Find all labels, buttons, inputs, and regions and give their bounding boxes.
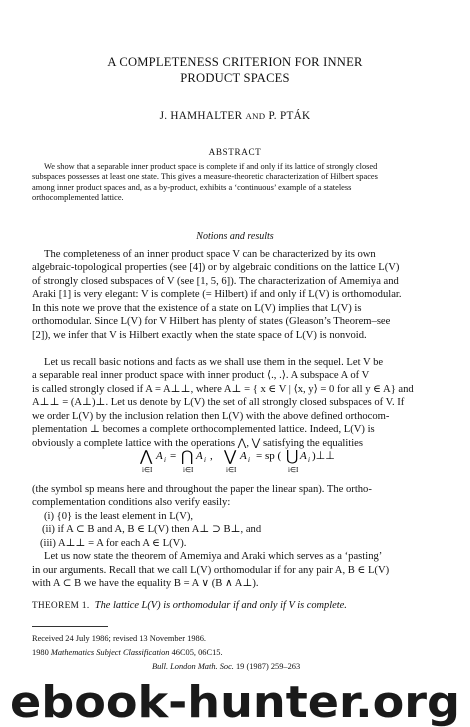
meet-index: i∈I bbox=[142, 466, 153, 474]
abstract-line: subspaces possesses at least one state. This gives a measure-theoretic characterization of Hilbert spaces bbox=[32, 172, 378, 182]
abstract-line: orthocomplemented lattice. bbox=[32, 193, 124, 203]
abstract-line: We show that a separable inner product space is complete if and only if its lattice of strongly closed bbox=[44, 162, 378, 171]
theorem-statement: The lattice L(V) is orthomodular if and only if V is complete. bbox=[94, 600, 347, 611]
intersect-term: A bbox=[196, 450, 203, 462]
big-meet-symbol: ⋀ bbox=[140, 449, 153, 465]
body-line: In this note we prove that the existence of a state on L(V) implies that L(V) is bbox=[32, 302, 362, 314]
meet-term: A bbox=[156, 450, 163, 462]
body-line: in our arguments. Recall that we call L(V) orthomodular if for any pair A, B ∈ L(V) bbox=[32, 564, 390, 576]
section-title: Notions and results bbox=[196, 231, 274, 242]
condition-item: (i) {0} is the least element in L(V), bbox=[44, 510, 194, 522]
body-line: Araki [1] is very elegant: V is complete (= Hilbert) if and only if L(V) is orthomodular. bbox=[32, 289, 402, 301]
body-line: [2]), we infer that V is Hilbert exactly when the state space of L(V) is nonvoid. bbox=[32, 329, 367, 341]
msc-name: Mathematics Subject Classification bbox=[50, 648, 170, 657]
author-2: P. PTÁK bbox=[268, 110, 311, 122]
join-term: A bbox=[240, 450, 247, 462]
journal-reference bbox=[152, 662, 300, 671]
abstract-text bbox=[32, 162, 438, 204]
body-line: we order L(V) by the inclusion relation then L(V) with the above defined orthocom- bbox=[32, 410, 390, 422]
body-line: algebraic-topological properties (see [4]) or by algebraic conditions on the lattice L(V) bbox=[32, 262, 400, 274]
intersect-index: i∈I bbox=[183, 466, 194, 474]
span-open: = sp ( bbox=[256, 450, 282, 462]
journal-name: Bull. London Math. Soc. bbox=[152, 662, 234, 671]
body-paragraph-3 bbox=[32, 483, 438, 591]
body-line: complementation conditions also verify easily: bbox=[32, 497, 231, 509]
big-join-symbol: ⋁ bbox=[224, 449, 237, 465]
body-line: plementation ⊥ becomes a complete orthocomplemented lattice. Indeed, L(V) is bbox=[32, 424, 375, 436]
union-term: A bbox=[300, 450, 307, 462]
body-line: obviously a complete lattice with the operations ⋀, ⋁ satisfying the equalities bbox=[32, 437, 363, 449]
title-line-1: A COMPLETENESS CRITERION FOR INNER bbox=[107, 55, 363, 69]
author-1: J. HAMHALTER bbox=[159, 110, 243, 122]
body-line: with A ⊂ B we have the equality B = A ∨ (B ∧ A⊥). bbox=[32, 578, 259, 590]
body-paragraph-2 bbox=[32, 356, 438, 450]
abstract-line: among inner product spaces and, as a by-product, exhibits a ‘continuous’ example of a stateless bbox=[32, 182, 352, 192]
big-intersect-symbol: ⋂ bbox=[181, 449, 194, 465]
received-note: Received 24 July 1986; revised 13 November 1986. bbox=[32, 634, 206, 643]
title-line-2: PRODUCT SPACES bbox=[180, 71, 290, 85]
msc-note bbox=[32, 648, 223, 657]
body-line: A⊥⊥ = (A⊥)⊥. Let us denote by L(V) the set of all strongly closed subspaces of V. If bbox=[32, 397, 405, 409]
body-paragraph-1 bbox=[32, 248, 438, 342]
join-term-sub: i bbox=[248, 456, 250, 464]
equals-1: = bbox=[170, 450, 177, 462]
comma: , bbox=[210, 450, 213, 462]
authors bbox=[60, 110, 410, 122]
author-and: AND bbox=[245, 111, 266, 121]
intersect-term-sub: i bbox=[204, 456, 206, 464]
condition-item: (iii) A⊥⊥ = A for each A ∈ L(V). bbox=[40, 537, 187, 549]
body-line: The completeness of an inner product space V can be characterized by its own bbox=[44, 249, 376, 260]
watermark-logo bbox=[0, 674, 470, 727]
span-close: )⊥⊥ bbox=[312, 450, 335, 462]
journal-volume-pages: 19 (1987) 259–263 bbox=[235, 662, 301, 671]
theorem-1 bbox=[32, 600, 347, 611]
lattice-formula bbox=[140, 447, 335, 475]
big-union-symbol: ⋃ bbox=[286, 449, 299, 465]
body-line: Let us recall basic notions and facts as we shall use them in the sequel. Let V be bbox=[44, 357, 384, 368]
body-line: orthomodular. Since L(V) for V Hilbert has plenty of states (Gleason’s Theorem–see bbox=[32, 316, 391, 328]
msc-codes: 46C05, 06C15. bbox=[171, 648, 223, 657]
body-line: of strongly closed subspaces of V (see [1, 5, 6]). The characterization of Amemiya and bbox=[32, 275, 399, 287]
body-line: Let us now state the theorem of Amemiya and Araki which serves as a ‘pasting’ bbox=[44, 551, 383, 563]
msc-year: 1980 bbox=[32, 648, 49, 657]
body-line: a separable real inner product space with inner product ⟨., .⟩. A subspace A of V bbox=[32, 370, 370, 382]
body-line: is called strongly closed if A = A⊥⊥, where A⊥ = { x ∈ V | ⟨x, y⟩ = 0 for all y ∈ A} and bbox=[32, 383, 414, 395]
union-term-sub: i bbox=[308, 456, 310, 464]
union-index: i∈I bbox=[288, 466, 299, 474]
theorem-label: THEOREM 1. bbox=[32, 600, 90, 610]
join-index: i∈I bbox=[226, 466, 237, 474]
condition-item: (ii) if A ⊂ B and A, B ∈ L(V) then A⊥ ⊃ B⊥, and bbox=[42, 524, 262, 536]
footnote-divider bbox=[32, 626, 108, 627]
abstract-heading: ABSTRACT bbox=[208, 147, 262, 157]
watermark-text: ebook-hunter.org bbox=[10, 677, 460, 727]
meet-term-sub: i bbox=[164, 456, 166, 464]
paper-title bbox=[60, 54, 410, 86]
body-line: (the symbol sp means here and throughout the paper the linear span). The ortho- bbox=[32, 484, 372, 495]
